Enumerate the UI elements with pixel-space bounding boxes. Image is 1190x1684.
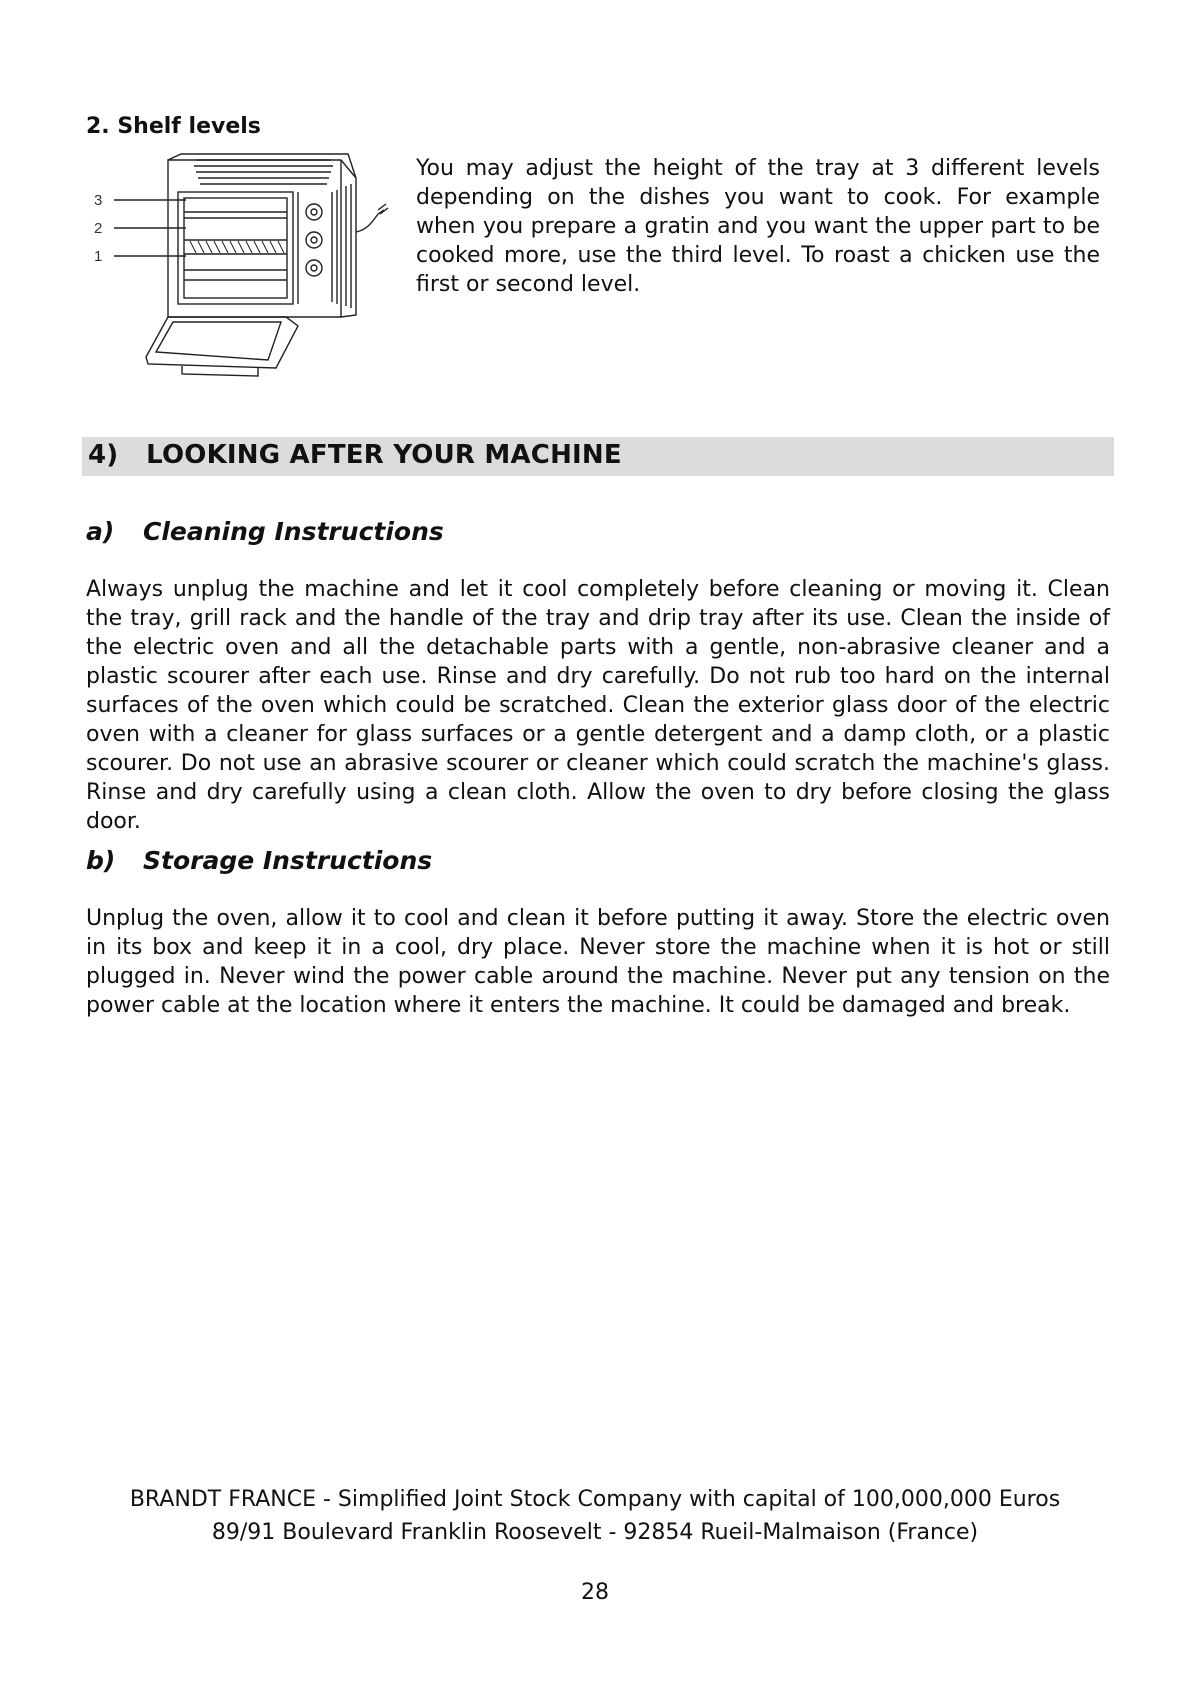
level-label-1: 1 — [94, 248, 103, 265]
shelf-levels-paragraph: You may adjust the height of the tray at 3 different levels depending on the dishes you want to cook. For example when you prepare a gratin and you want the upper part to be cooked more, use the third level. To roast a chicken use the first or second level. — [416, 156, 1100, 297]
storage-heading-title: Storage Instructions — [143, 846, 433, 875]
cleaning-paragraph: Always unplug the machine and let it cool completely before cleaning or moving it. Clean the tray, grill rack and the handle of the tray and drip tray after its use. Clean the inside of the electric oven and all the detachable parts with a gentle, non-abrasive cleaner and a plastic scourer after each use. Rinse and dry carefully. Do not rub too hard on the internal surfaces of the oven which could be scratched. Clean the exterior glass door of the electric oven with a cleaner for glass surfaces or a gentle detergent and a damp cloth, or a plastic scourer. Do not use an abrasive scourer or cleaner which could scratch the machine's glass. Rinse and dry carefully using a clean cloth. Allow the oven to dry before closing the glass door. — [86, 577, 1110, 834]
footer-address-line: 89/91 Boulevard Franklin Roosevelt - 92854 Rueil-Malmaison (France) — [211, 1520, 979, 1545]
cleaning-heading — [86, 517, 444, 546]
knob-icon — [306, 232, 322, 248]
knob-icon — [306, 260, 322, 276]
storage-paragraph: Unplug the oven, allow it to cool and clean it before putting it away. Store the electric oven in its box and keep it in a cool, dry place. Never store the machine when it is hot or still plugged in. Never wind the power cable around the machine. Never put any tension on the power cable at the location where it enters the machine. It could be damaged and break. — [86, 906, 1110, 1018]
knob-icon — [306, 204, 322, 220]
page-number: 28 — [581, 1580, 609, 1605]
section-title: 4) LOOKING AFTER YOUR MACHINE — [88, 440, 622, 470]
oven-cavity — [178, 192, 293, 304]
oven-shelf-diagram — [86, 152, 416, 382]
storage-heading-number: b) — [86, 846, 116, 875]
level-label-2: 2 — [94, 220, 103, 237]
cleaning-heading-title: Cleaning Instructions — [143, 517, 444, 546]
section-banner — [82, 437, 1114, 476]
storage-heading — [86, 846, 432, 875]
level-label-3: 3 — [94, 192, 103, 209]
shelf-levels-heading: 2. Shelf levels — [86, 114, 261, 139]
cleaning-heading-number: a) — [86, 517, 115, 546]
footer-company-line: BRANDT FRANCE - Simplified Joint Stock Company with capital of 100,000,000 Euros — [129, 1487, 1061, 1512]
oven-door — [146, 317, 298, 368]
